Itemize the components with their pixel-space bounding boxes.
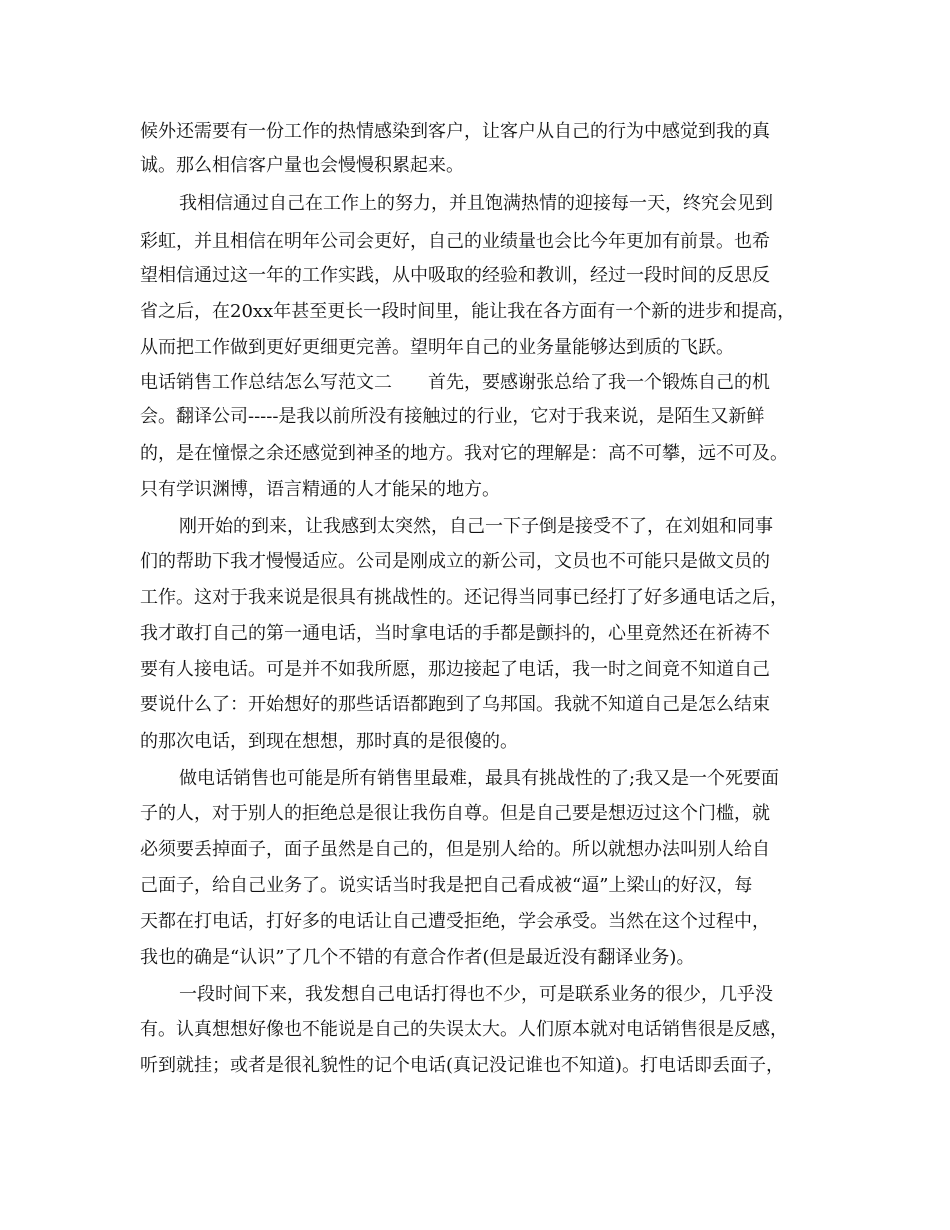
text-line: 候外还需要有一份工作的热情感染到客户，让客户从自己的行为中感觉到我的真	[140, 121, 770, 142]
text-line: 工作。这对于我来说是很具有挑战性的。还记得当同事已经打了好多通电话之后，	[140, 587, 788, 608]
text-line: 的，是在憧憬之余还感觉到神圣的地方。我对它的理解是：高不可攀，远不可及。	[140, 443, 788, 464]
text-line: 望相信通过这一年的工作实践，从中吸取的经验和教训，经过一段时间的反思反	[140, 265, 770, 286]
text-line: 诚。那么相信客户量也会慢慢积累起来。	[140, 155, 464, 176]
text-line: 我才敢打自己的第一通电话，当时拿电话的手都是颤抖的，心里竟然还在祈祷不	[140, 623, 770, 644]
text-line: 的那次电话，到现在想想，那时真的是很傻的。	[140, 731, 518, 752]
section-heading-line: 电话销售工作总结怎么写范文二 首先，要感谢张总给了我一个锻炼自己的机	[140, 372, 770, 393]
text-line: 彩虹，并且相信在明年公司会更好，自己的业绩量也会比今年更加有前景。也希	[140, 231, 770, 252]
text-line: 天都在打电话，打好多的电话让自己遭受拒绝，学会承受。当然在这个过程中，	[140, 911, 770, 932]
text-line: 一段时间下来，我发想自己电话打得也不少，可是联系业务的很少，几乎没	[179, 984, 773, 1005]
text-line: 听到就挂；或者是很礼貌性的记个电话(真记没记谁也不知道)。打电话即丢面子，	[140, 1055, 785, 1076]
text-line: 我也的确是“认识”了几个不错的有意合作者(但是最近没有翻译业务)。	[140, 947, 695, 968]
text-line: 省之后，在20xx年甚至更长一段时间里，能让我在各方面有一个新的进步和提高，	[140, 301, 796, 322]
text-line: 刚开始的到来，让我感到太突然，自己一下子倒是接受不了，在刘姐和同事	[179, 516, 773, 537]
text-line: 子的人，对于别人的拒绝总是很让我伤自尊。但是自己要是想迈过这个门槛，就	[140, 803, 770, 824]
text-line: 有。认真想想好像也不能说是自己的失误太大。人们原本就对电话销售很是反感，	[140, 1019, 788, 1040]
text-line: 只有学识渊博，语言精通的人才能呆的地方。	[140, 479, 500, 500]
text-line: 们的帮助下我才慢慢适应。公司是刚成立的新公司，文员也不可能只是做文员的	[140, 551, 770, 572]
text-line: 做电话销售也可能是所有销售里最难，最具有挑战性的了;我又是一个死要面	[179, 768, 780, 789]
text-line: 己面子，给自己业务了。说实话当时我是把自己看成被“逼”上梁山的好汉，每	[140, 875, 753, 896]
text-line: 必须要丢掉面子，面子虽然是自己的，但是别人给的。所以就想办法叫别人给自	[140, 839, 770, 860]
text-line: 要有人接电话。可是并不如我所愿，那边接起了电话，我一时之间竟不知道自己	[140, 659, 770, 680]
text-line: 要说什么了：开始想好的那些话语都跑到了乌邦国。我就不知道自己是怎么结束	[140, 694, 770, 715]
text-line: 从而把工作做到更好更细更完善。望明年自己的业务量能够达到质的飞跃。	[140, 337, 734, 358]
text-line: 会。翻译公司-----是我以前所没有接触过的行业，它对于我来说，是陌生又新鲜	[140, 406, 765, 427]
text-line: 我相信通过自己在工作上的努力，并且饱满热情的迎接每一天，终究会见到	[179, 193, 773, 214]
